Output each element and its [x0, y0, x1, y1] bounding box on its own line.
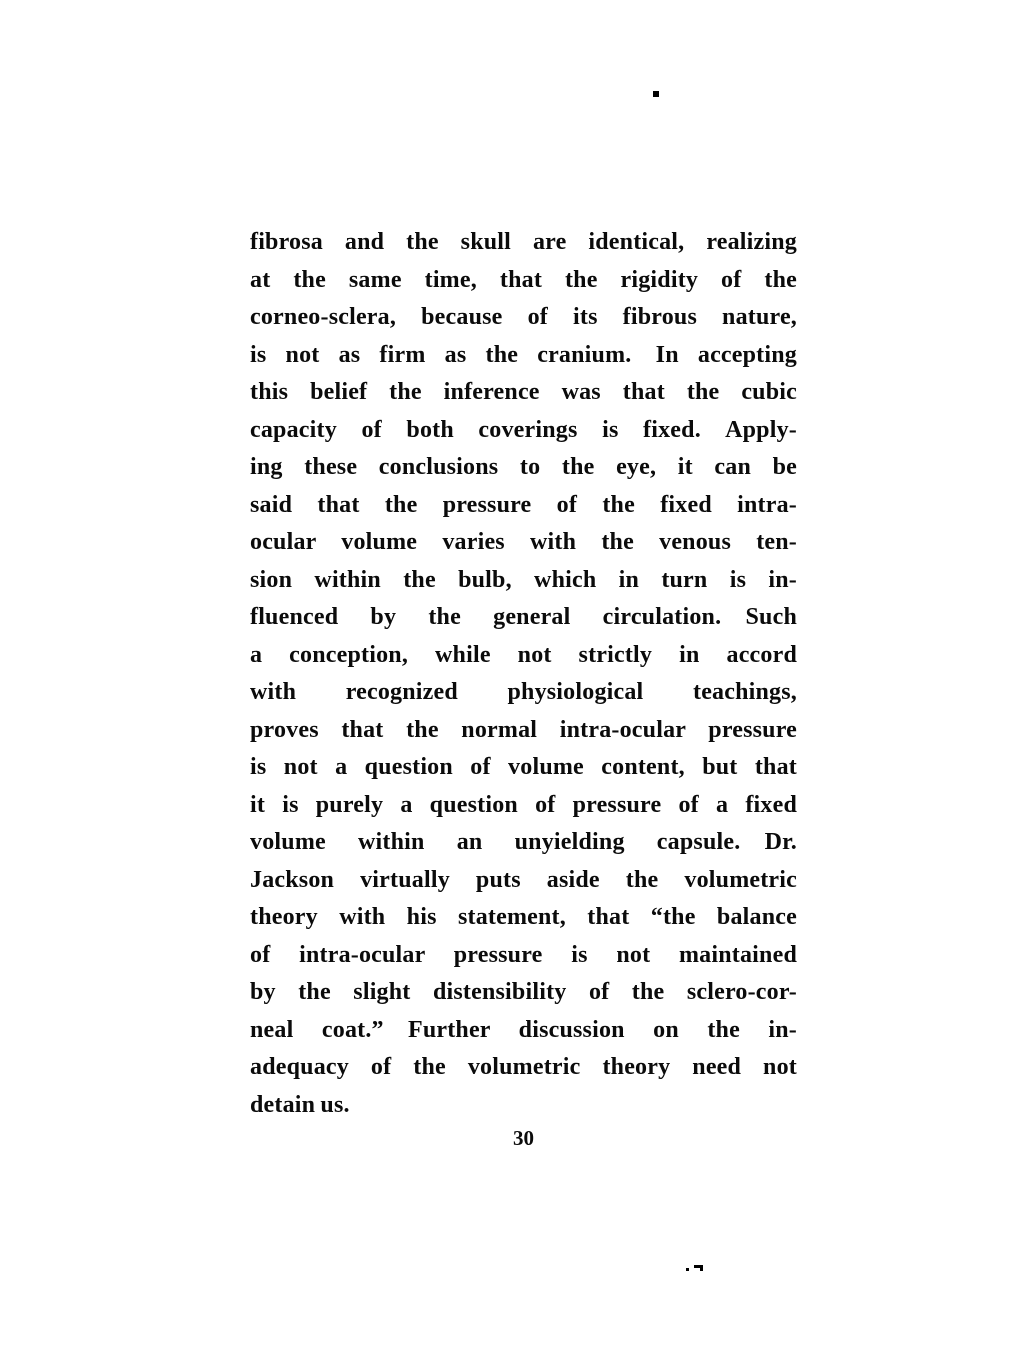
text-line: with recognized physiological teachings, [250, 679, 797, 705]
text-line: it is purely a question of pressure of a fixed [250, 791, 797, 818]
text-line: corneo-sclera, because of its fibrous nature, [250, 304, 797, 330]
text-line: ocular volume varies with the venous ten- [250, 529, 797, 555]
ink-speck-artifact [686, 1268, 689, 1271]
text-line: fibrosa and the skull are identical, realizing [250, 229, 797, 255]
text-line: detain us. [250, 1091, 350, 1118]
text-line: ing these conclusions to the eye, it can be [250, 454, 797, 480]
text-line: neal coat.” Further discussion on the in- [250, 1016, 797, 1043]
text-line: capacity of both coverings is fixed. Apply- [250, 416, 797, 443]
text-line: by the slight distensibility of the sclero-cor- [250, 979, 797, 1005]
ink-speck-artifact [653, 91, 659, 97]
text-line: theory with his statement, that “the balance [250, 904, 797, 930]
text-line: of intra-ocular pressure is not maintained [250, 941, 797, 968]
text-line: adequacy of the volumetric theory need not [250, 1054, 797, 1080]
text-line: sion within the bulb, which in turn is in- [250, 566, 797, 593]
ink-speck-artifact [700, 1265, 703, 1271]
text-line: is not a question of volume content, but that [250, 754, 797, 780]
text-line: at the same time, that the rigidity of the [250, 266, 797, 293]
text-line: proves that the normal intra-ocular pressure [250, 716, 797, 743]
text-line: is not as firm as the cranium. In accepting [250, 341, 797, 368]
text-line: volume within an unyielding capsule. Dr. [250, 829, 797, 855]
text-line: Jackson virtually puts aside the volumetric [250, 866, 797, 893]
text-line: a conception, while not strictly in accord [250, 641, 797, 668]
text-line: said that the pressure of the fixed intra- [250, 491, 797, 518]
page-number: 30 [513, 1126, 534, 1150]
text-line: this belief the inference was that the cubic [250, 379, 797, 405]
text-line: fluenced by the general circulation. Such [250, 604, 797, 630]
body-text-paragraph [250, 224, 797, 1124]
